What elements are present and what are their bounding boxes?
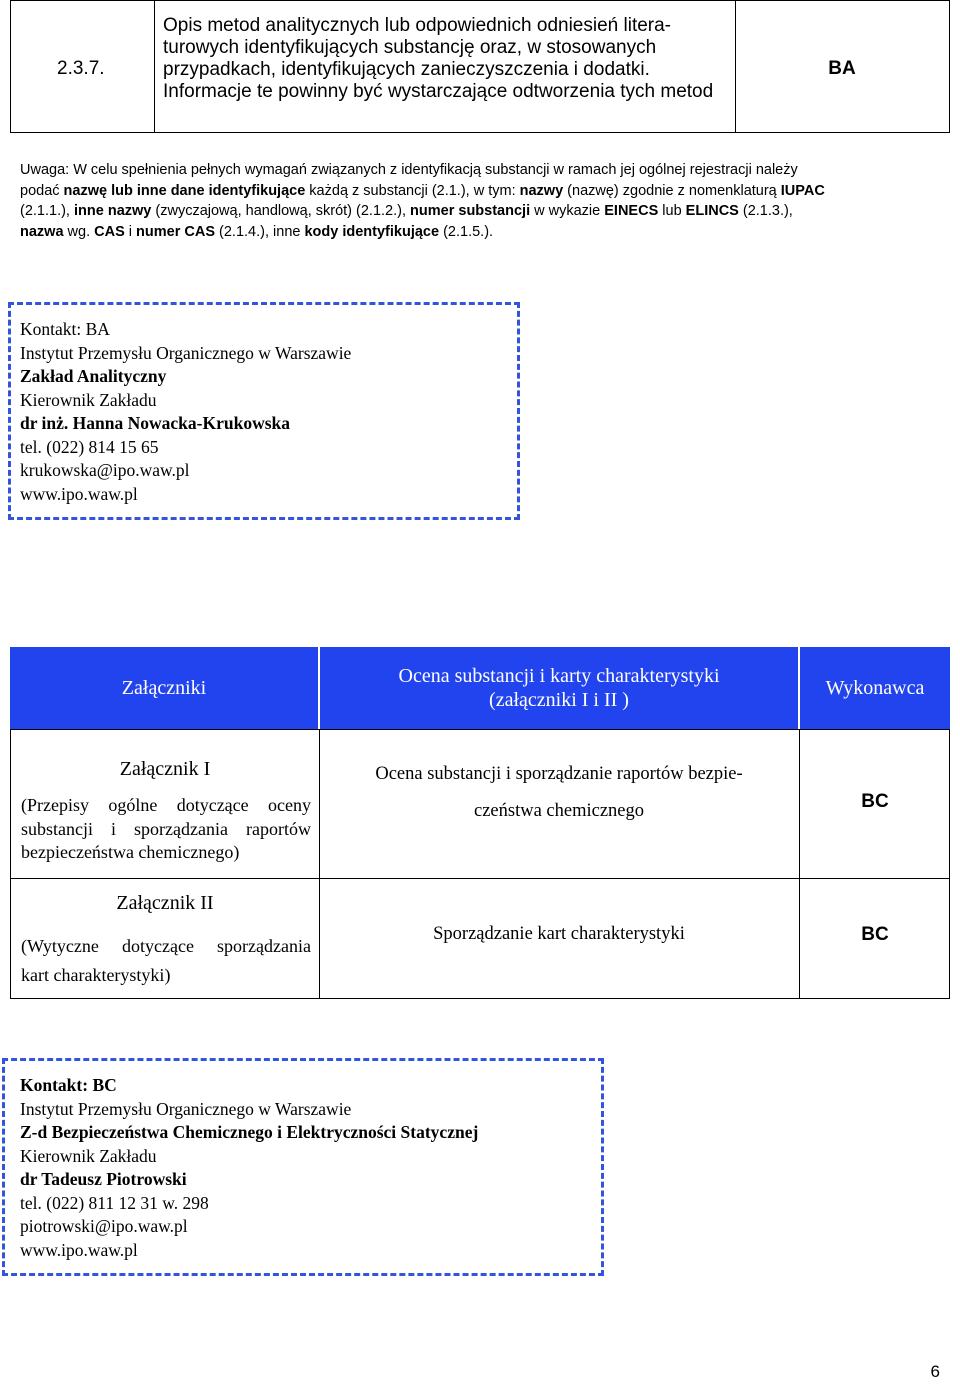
note-line: podać nazwę lub inne dane identyfikujące każdą z substancji (2.1.), w tym: nazwy (nazwę) zgodnie z nomenklaturą IUPAC (20, 182, 825, 199)
annex-1-executor: BC (861, 791, 889, 812)
contact-person: dr inż. Hanna Nowacka-Krukowska (20, 413, 291, 433)
executor-cell (735, 1, 949, 132)
contact-email[interactable]: piotrowski@ipo.waw.pl (20, 1216, 188, 1236)
contact-person: dr Tadeusz Piotrowski (20, 1169, 187, 1189)
contact-department: Z-d Bezpieczeństwa Chemicznego i Elektryczności Statycznej (20, 1122, 479, 1142)
header-annexes: Załączniki (121, 677, 207, 699)
annex-1-desc: (Przepisy ogólne dotyczące oceny substancji i sporządzania raportów (21, 795, 311, 839)
section-description-cell (154, 1, 736, 132)
contact-heading: Kontakt: BC (20, 1075, 117, 1095)
annex-2-desc-last: kart charakterystyki) (21, 965, 171, 985)
contact-role: Kierownik Zakładu (20, 389, 157, 410)
description-line: Opis metod analitycznych lub odpowiednich odniesień litera- (163, 15, 672, 36)
description-line: turowych identyfikujących substancję oraz, w stosowanych (163, 37, 657, 58)
contact-institute: Instytut Przemysłu Organicznego w Warszawie (20, 1098, 352, 1119)
annex-1-title: Załącznik I (119, 758, 211, 780)
contact-bc (20, 1074, 478, 1262)
annex-2-title: Załącznik II (116, 892, 214, 914)
contact-role: Kierownik Zakładu (20, 1145, 157, 1166)
section-table (10, 0, 950, 133)
annex-2-desc: (Wytyczne dotyczące sporządzania (21, 936, 311, 956)
description-line: Informacje te powinny być wystarczające odtworzenia tych metod (163, 81, 714, 102)
contact-email[interactable]: krukowska@ipo.waw.pl (20, 460, 190, 480)
contact-heading: Kontakt: BA (20, 319, 110, 339)
page-number: 6 (930, 1362, 940, 1381)
annex-2-task: Sporządzanie kart charakterystyki (433, 924, 685, 944)
header-executor: Wykonawca (825, 677, 925, 699)
header-assessment: Ocena substancji i karty charakterystyki (załączniki I i II ) (398, 665, 720, 711)
annex-1-desc-last: bezpieczeństwa chemicznego) (21, 842, 240, 862)
contact-website[interactable]: www.ipo.waw.pl (20, 1239, 138, 1260)
contact-website[interactable]: www.ipo.waw.pl (20, 483, 138, 504)
annex-1-task: Ocena substancji i sporządzanie raportów bezpie- czeństwa chemicznego (375, 764, 743, 821)
executor-code: BA (828, 58, 856, 79)
note-line: Uwaga: W celu spełnienia pełnych wymagań związanych z identyfikacją substancji w ramach jej ogólnej rejestracji należy (20, 162, 798, 178)
section-number-cell (11, 1, 155, 132)
annex-2-executor: BC (861, 924, 889, 945)
annex-table-header (10, 647, 950, 729)
section-description (163, 15, 733, 103)
contact-phone: tel. (022) 811 12 31 w. 298 (20, 1192, 209, 1213)
contact-phone: tel. (022) 814 15 65 (20, 436, 159, 457)
contact-institute: Instytut Przemysłu Organicznego w Warszawie (20, 342, 352, 363)
note-line: nazwa wg. CAS i numer CAS (2.1.4.), inne kody identyfikujące (2.1.5.). (20, 223, 494, 240)
identification-note (20, 160, 950, 242)
contact-ba (20, 318, 351, 506)
section-number: 2.3.7. (57, 58, 105, 79)
note-line: (2.1.1.), inne nazwy (zwyczajową, handlową, skrót) (2.1.2.), numer substancji w wykazie EINECS lub ELINCS (2.1.3.), (20, 203, 793, 219)
contact-department: Zakład Analityczny (20, 366, 167, 386)
annex-table-body (10, 729, 950, 999)
description-line: przypadkach, identyfikujących zanieczyszczenia i dodatki. (163, 59, 650, 80)
